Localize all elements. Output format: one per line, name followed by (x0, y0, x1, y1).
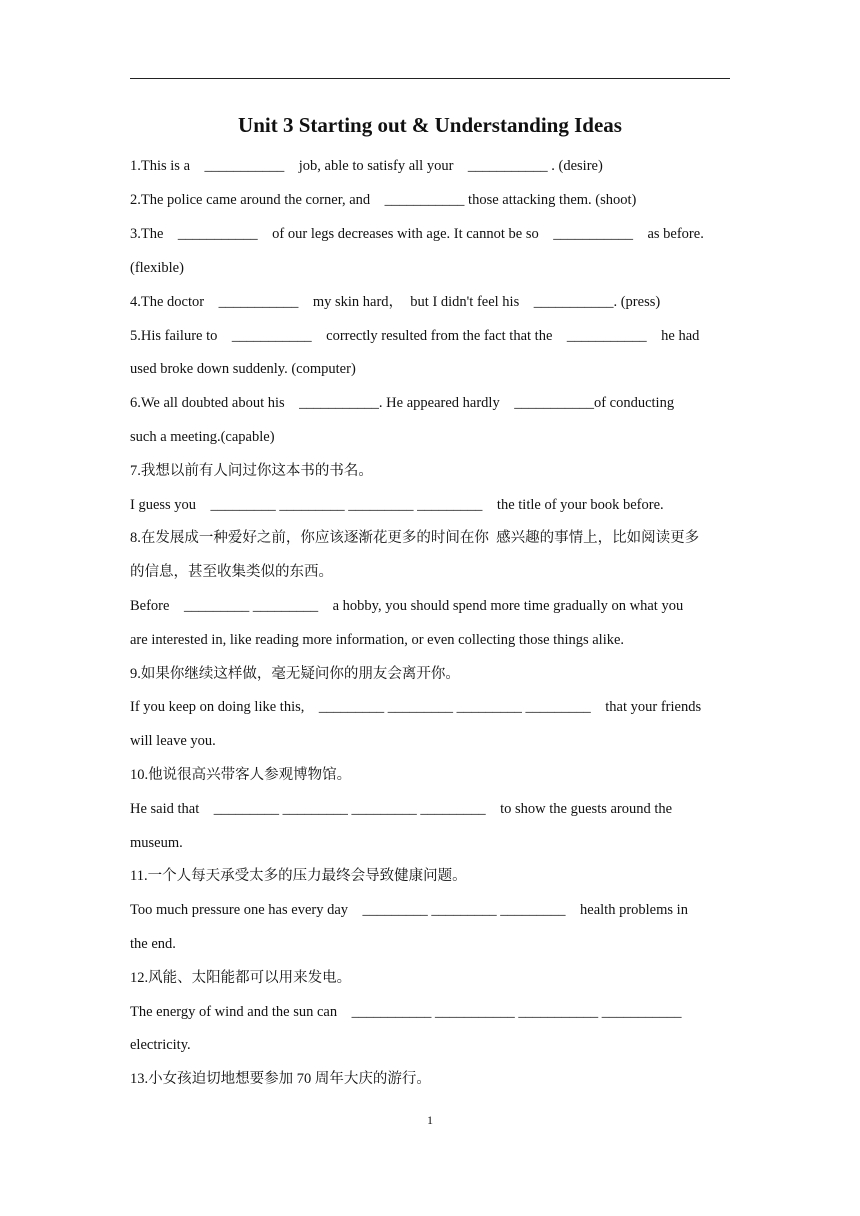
text-line-21: museum. (130, 835, 183, 851)
text-line-7: used broke down suddenly. (computer) (130, 361, 356, 377)
text-line-10: 7.我想以前有人问过你这本书的书名。 (130, 463, 373, 479)
text-line-20: He said that _________ _________ _________ _________ to show the guests around the (130, 801, 673, 817)
text-line-11: I guess you _________ _________ _________ _________ the title of your book before. (130, 497, 664, 513)
text-line-9: such a meeting.(capable) (130, 429, 275, 445)
text-line-16: 9.如果你继续这样做，毫无疑问你的朋友会离开你。 (130, 666, 460, 682)
text-line-5: 4.The doctor ___________ my skin hard， but I didn't feel his ___________. (press) (130, 294, 661, 310)
text-line-27: electricity. (130, 1037, 191, 1053)
page-number: 1 (427, 1113, 433, 1127)
text-line-19: 10.他说很高兴带客人参观博物馆。 (130, 767, 352, 783)
text-line-8: 6.We all doubted about his ___________. He appeared hardly ___________of conducting (130, 395, 675, 411)
text-line-25: 12.风能、太阳能都可以用来发电。 (130, 970, 352, 986)
text-line-3: 3.The ___________ of our legs decreases with age. It cannot be so ___________ as before. (130, 226, 704, 242)
text-line-17: If you keep on doing like this, _________ _________ _________ _________ that your friends (130, 699, 702, 715)
text-line-22: 11.一个人每天承受太多的压力最终会导致健康问题。 (130, 868, 467, 884)
text-line-13: 的信息，甚至收集类似的东西。 (130, 564, 333, 580)
text-line-28: 13.小女孩迫切地想要参加 70 周年大庆的游行。 (130, 1071, 431, 1087)
text-line-4: (flexible) (130, 260, 184, 276)
page-title: Unit 3 Starting out & Understanding Ideas (238, 113, 622, 137)
text-line-23: Too much pressure one has every day _________ _________ _________ health problems in (130, 902, 688, 918)
text-line-2: 2.The police came around the corner, and ___________ those attacking them. (shoot) (130, 192, 637, 208)
text-line-18: will leave you. (130, 733, 216, 749)
text-line-14: Before _________ _________ a hobby, you should spend more time gradually on what you (130, 598, 684, 614)
text-line-6: 5.His failure to ___________ correctly resulted from the fact that the ___________ he had (130, 328, 700, 344)
text-line-24: the end. (130, 936, 176, 952)
text-line-1: 1.This is a ___________ job, able to satisfy all your ___________ . (desire) (130, 158, 603, 174)
text-line-12: 8.在发展成一种爱好之前，你应该逐渐花更多的时间在你 感兴趣的事情上，比如阅读更多 (130, 530, 700, 546)
text-line-26: The energy of wind and the sun can ___________ ___________ ___________ ___________ (130, 1004, 682, 1020)
header-rule (130, 78, 730, 79)
text-line-15: are interested in, like reading more information, or even collecting those things alike. (130, 632, 625, 648)
